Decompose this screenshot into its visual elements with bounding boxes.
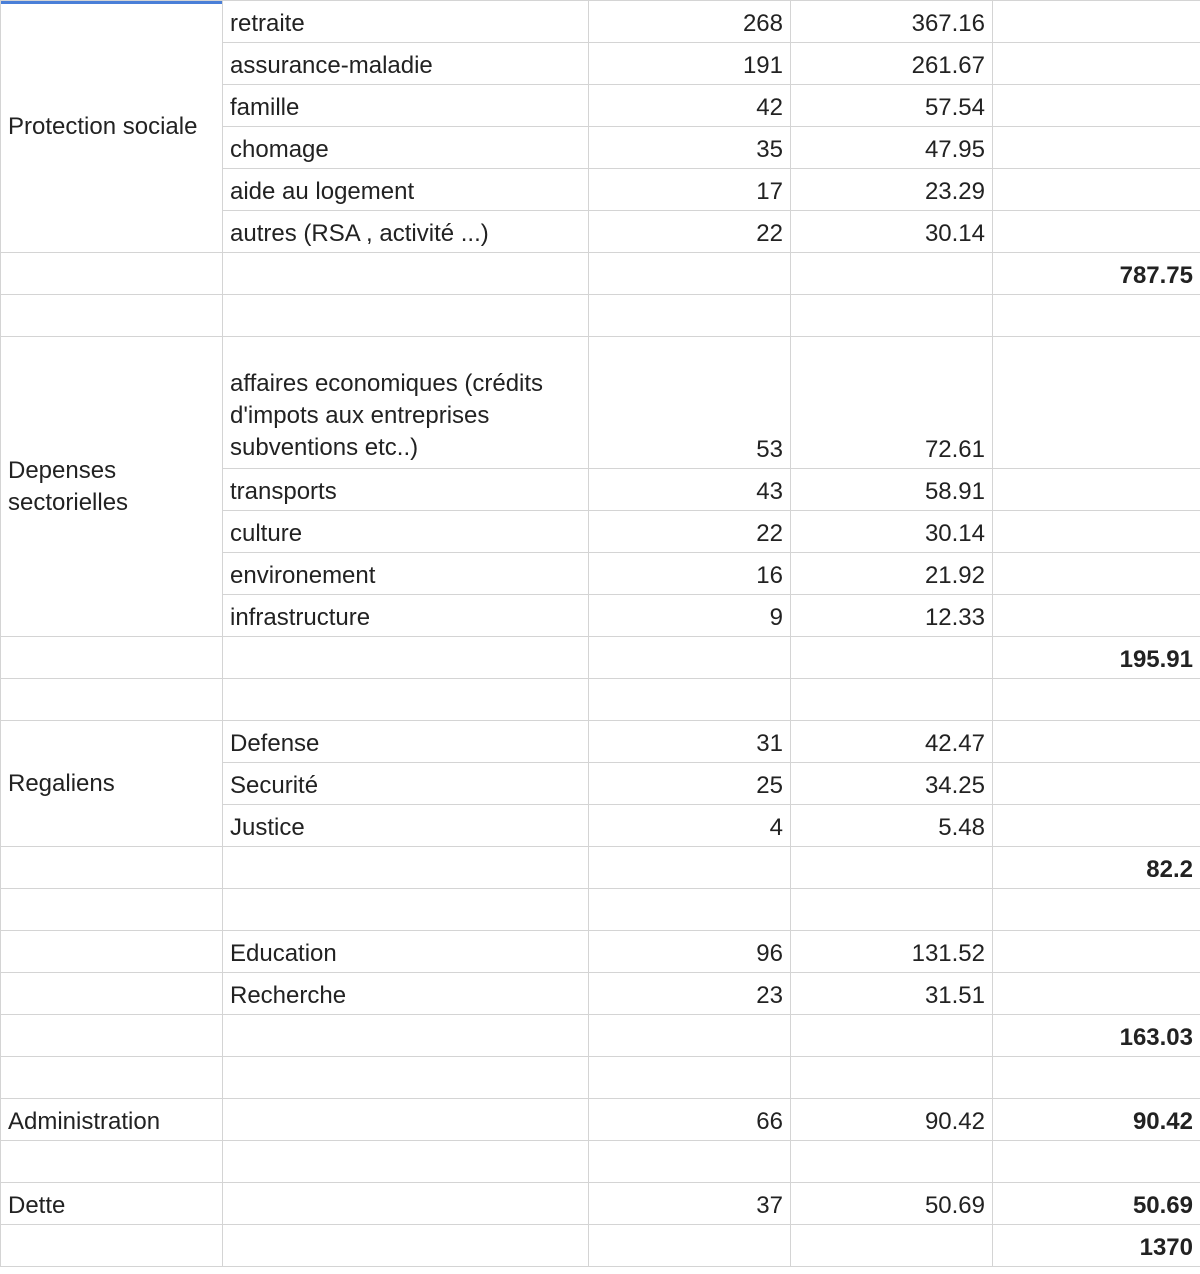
empty-cell[interactable]	[589, 847, 791, 889]
category-cell-protection-sociale[interactable]: Protection sociale	[1, 1, 223, 253]
item-amount[interactable]: 53	[589, 337, 791, 469]
item-value[interactable]: 131.52	[791, 931, 993, 973]
empty-cell[interactable]	[1, 1141, 223, 1183]
empty-cell[interactable]	[993, 553, 1200, 595]
item-amount[interactable]: 23	[589, 973, 791, 1015]
empty-cell[interactable]	[589, 295, 791, 337]
item-amount[interactable]: 268	[589, 1, 791, 43]
item-value[interactable]: 30.14	[791, 211, 993, 253]
empty-cell[interactable]	[589, 889, 791, 931]
empty-cell[interactable]	[589, 1141, 791, 1183]
empty-cell[interactable]	[993, 469, 1200, 511]
blank-row	[1, 1141, 1200, 1183]
empty-cell[interactable]	[1, 931, 223, 973]
subtotal-cell[interactable]: 82.2	[993, 847, 1200, 889]
empty-cell[interactable]	[993, 43, 1200, 85]
item-value[interactable]: 42.47	[791, 721, 993, 763]
item-amount[interactable]: 16	[589, 553, 791, 595]
blank-row	[1, 889, 1200, 931]
blank-row	[1, 1057, 1200, 1099]
empty-cell[interactable]	[223, 1225, 589, 1267]
subtotal-cell[interactable]: 50.69	[993, 1183, 1200, 1225]
subtotal-cell[interactable]: 195.91	[993, 637, 1200, 679]
empty-cell[interactable]	[993, 85, 1200, 127]
subtotal-cell[interactable]: 163.03	[993, 1015, 1200, 1057]
subtotal-row	[1, 847, 1200, 889]
item-label[interactable]: Defense	[223, 721, 589, 763]
blank-row	[1, 679, 1200, 721]
empty-cell[interactable]	[791, 679, 993, 721]
item-value[interactable]: 72.61	[791, 337, 993, 469]
empty-cell[interactable]	[1, 1015, 223, 1057]
item-label[interactable]: chomage	[223, 127, 589, 169]
empty-cell[interactable]	[993, 805, 1200, 847]
item-amount[interactable]: 31	[589, 721, 791, 763]
empty-cell[interactable]	[1, 847, 223, 889]
empty-cell[interactable]	[993, 721, 1200, 763]
item-label[interactable]: famille	[223, 85, 589, 127]
table-row	[1, 337, 1200, 469]
empty-cell[interactable]	[1, 1225, 223, 1267]
empty-cell[interactable]	[791, 1141, 993, 1183]
item-label[interactable]: Education	[223, 931, 589, 973]
empty-cell[interactable]	[589, 679, 791, 721]
item-value[interactable]: 34.25	[791, 763, 993, 805]
empty-cell[interactable]	[589, 1057, 791, 1099]
item-value[interactable]: 57.54	[791, 85, 993, 127]
item-label[interactable]: retraite	[223, 1, 589, 43]
item-amount[interactable]: 191	[589, 43, 791, 85]
category-cell-dette[interactable]: Dette	[1, 1183, 223, 1225]
item-label[interactable]: aide au logement	[223, 169, 589, 211]
item-amount[interactable]: 22	[589, 211, 791, 253]
empty-cell[interactable]	[993, 931, 1200, 973]
empty-cell[interactable]	[223, 1183, 589, 1225]
empty-cell[interactable]	[1, 889, 223, 931]
item-amount[interactable]: 35	[589, 127, 791, 169]
empty-cell[interactable]	[223, 889, 589, 931]
empty-cell[interactable]	[791, 253, 993, 295]
table-row	[1, 721, 1200, 763]
blank-row	[1, 295, 1200, 337]
empty-cell[interactable]	[993, 295, 1200, 337]
item-label[interactable]: Recherche	[223, 973, 589, 1015]
item-value[interactable]: 21.92	[791, 553, 993, 595]
empty-cell[interactable]	[1, 295, 223, 337]
empty-cell[interactable]	[993, 1057, 1200, 1099]
item-label[interactable]: Justice	[223, 805, 589, 847]
item-value[interactable]: 23.29	[791, 169, 993, 211]
empty-cell[interactable]	[791, 847, 993, 889]
empty-cell[interactable]	[993, 1, 1200, 43]
empty-cell[interactable]	[791, 889, 993, 931]
item-label[interactable]: Securité	[223, 763, 589, 805]
empty-cell[interactable]	[993, 127, 1200, 169]
empty-cell[interactable]	[1, 637, 223, 679]
item-value[interactable]: 261.67	[791, 43, 993, 85]
item-label[interactable]: infrastructure	[223, 595, 589, 637]
empty-cell[interactable]	[993, 511, 1200, 553]
table-row	[1, 931, 1200, 973]
item-amount[interactable]: 43	[589, 469, 791, 511]
item-value[interactable]: 50.69	[791, 1183, 993, 1225]
empty-cell[interactable]	[993, 595, 1200, 637]
category-cell-regaliens[interactable]: Regaliens	[1, 721, 223, 847]
table-row	[1, 1183, 1200, 1225]
item-label[interactable]: assurance-maladie	[223, 43, 589, 85]
subtotal-row	[1, 637, 1200, 679]
empty-cell[interactable]	[589, 1015, 791, 1057]
empty-cell[interactable]	[1, 1057, 223, 1099]
empty-cell[interactable]	[223, 295, 589, 337]
empty-cell[interactable]	[993, 973, 1200, 1015]
empty-cell[interactable]	[223, 1057, 589, 1099]
category-cell-administration[interactable]: Administration	[1, 1099, 223, 1141]
empty-cell[interactable]	[993, 1141, 1200, 1183]
empty-cell[interactable]	[993, 763, 1200, 805]
item-value[interactable]: 31.51	[791, 973, 993, 1015]
empty-cell[interactable]	[223, 637, 589, 679]
item-value[interactable]: 5.48	[791, 805, 993, 847]
empty-cell[interactable]	[223, 847, 589, 889]
item-value[interactable]: 30.14	[791, 511, 993, 553]
item-value[interactable]: 367.16	[791, 1, 993, 43]
empty-cell[interactable]	[791, 1225, 993, 1267]
item-label[interactable]: autres (RSA , activité ...)	[223, 211, 589, 253]
empty-cell[interactable]	[993, 679, 1200, 721]
item-label[interactable]: affaires economiques (crédits d'impots aux entreprises subventions etc..)	[223, 337, 589, 469]
category-cell-depenses-sectorielles[interactable]: Depenses sectorielles	[1, 337, 223, 637]
item-label[interactable]: environement	[223, 553, 589, 595]
grand-total-cell[interactable]: 1370	[993, 1225, 1200, 1267]
empty-cell[interactable]	[1, 253, 223, 295]
empty-cell[interactable]	[993, 337, 1200, 469]
empty-cell[interactable]	[223, 1141, 589, 1183]
empty-cell[interactable]	[223, 1015, 589, 1057]
item-amount[interactable]: 9	[589, 595, 791, 637]
item-amount[interactable]: 25	[589, 763, 791, 805]
item-value[interactable]: 90.42	[791, 1099, 993, 1141]
empty-cell[interactable]	[589, 637, 791, 679]
table-row	[1, 973, 1200, 1015]
empty-cell[interactable]	[223, 679, 589, 721]
table-row	[1, 1099, 1200, 1141]
empty-cell[interactable]	[589, 1225, 791, 1267]
empty-cell[interactable]	[791, 1057, 993, 1099]
item-label[interactable]: culture	[223, 511, 589, 553]
empty-cell[interactable]	[223, 253, 589, 295]
item-amount[interactable]: 66	[589, 1099, 791, 1141]
item-amount[interactable]: 42	[589, 85, 791, 127]
empty-cell[interactable]	[993, 889, 1200, 931]
subtotal-cell[interactable]: 90.42	[993, 1099, 1200, 1141]
empty-cell[interactable]	[791, 637, 993, 679]
subtotal-row	[1, 1015, 1200, 1057]
empty-cell[interactable]	[791, 295, 993, 337]
table-row	[1, 1, 1200, 43]
empty-cell[interactable]	[1, 679, 223, 721]
item-amount[interactable]: 96	[589, 931, 791, 973]
item-amount[interactable]: 4	[589, 805, 791, 847]
item-amount[interactable]: 17	[589, 169, 791, 211]
item-amount[interactable]: 22	[589, 511, 791, 553]
grand-total-row	[1, 1225, 1200, 1267]
item-value[interactable]: 47.95	[791, 127, 993, 169]
subtotal-row	[1, 253, 1200, 295]
empty-cell[interactable]	[1, 973, 223, 1015]
item-amount[interactable]: 37	[589, 1183, 791, 1225]
empty-cell[interactable]	[589, 253, 791, 295]
item-value[interactable]: 12.33	[791, 595, 993, 637]
empty-cell[interactable]	[993, 211, 1200, 253]
empty-cell[interactable]	[223, 1099, 589, 1141]
item-label[interactable]: transports	[223, 469, 589, 511]
empty-cell[interactable]	[791, 1015, 993, 1057]
item-value[interactable]: 58.91	[791, 469, 993, 511]
subtotal-cell[interactable]: 787.75	[993, 253, 1200, 295]
empty-cell[interactable]	[993, 169, 1200, 211]
